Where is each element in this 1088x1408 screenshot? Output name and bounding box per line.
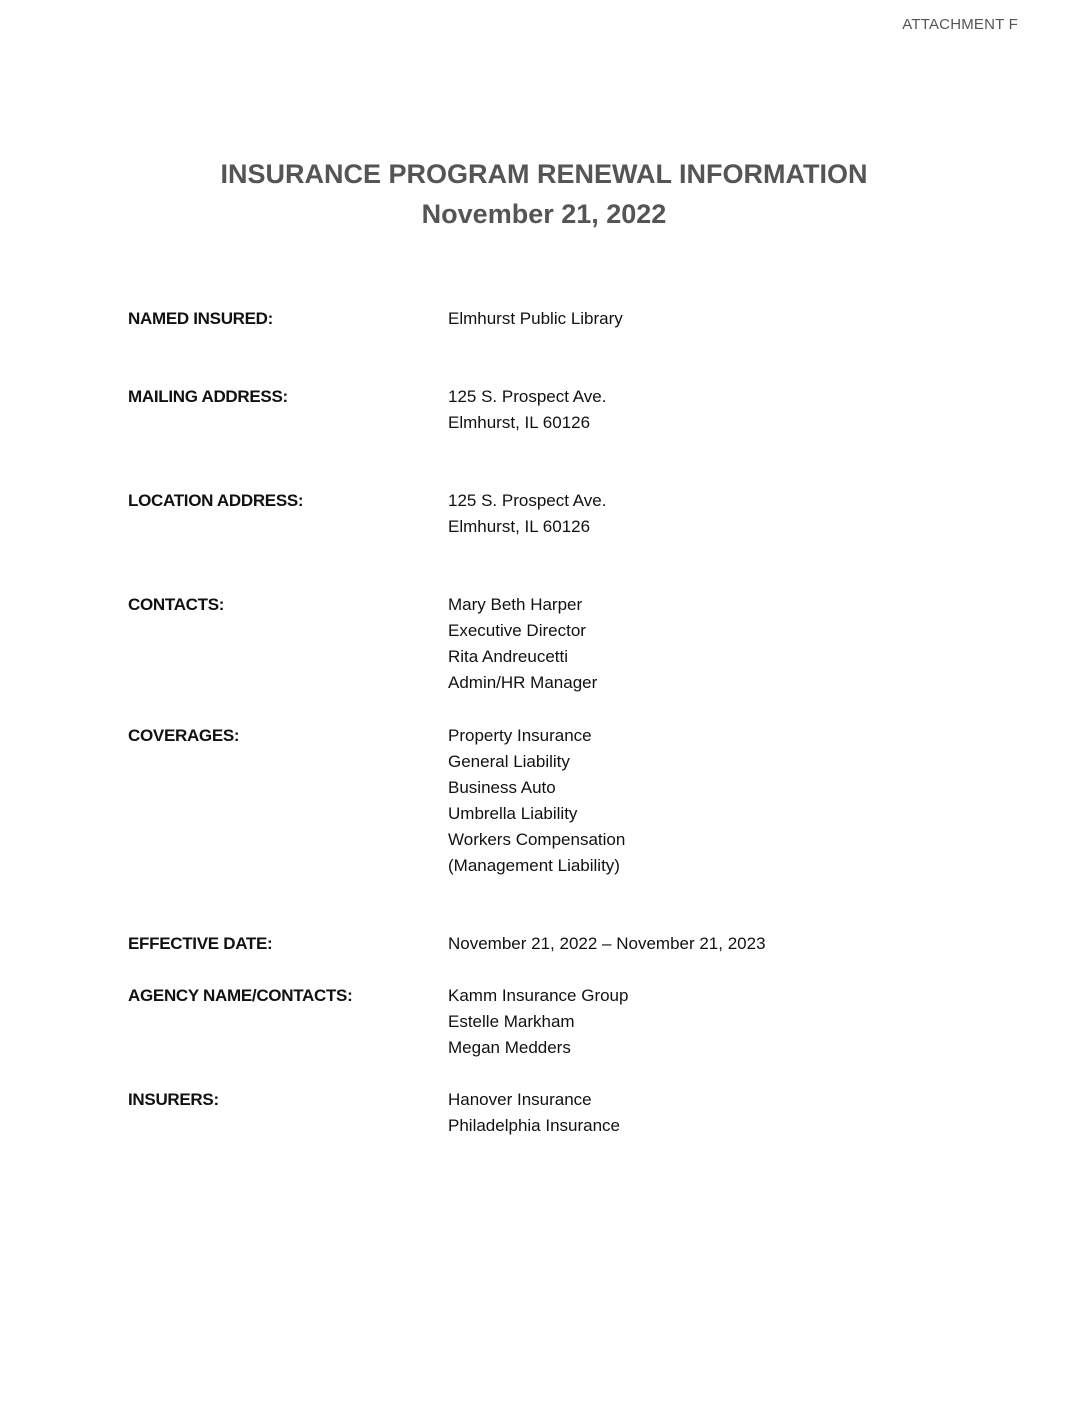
field-value: Mary Beth Harper bbox=[448, 595, 583, 614]
field-value: Business Auto bbox=[448, 778, 556, 797]
field-value: November 21, 2022 – November 21, 2023 bbox=[448, 934, 766, 953]
field-value: Elmhurst, IL 60126 bbox=[448, 413, 591, 432]
field-value: Elmhurst Public Library bbox=[448, 309, 623, 328]
field-values bbox=[448, 1087, 620, 1139]
field-values bbox=[448, 723, 625, 879]
field-values bbox=[448, 384, 606, 436]
title-heading: INSURANCE PROGRAM RENEWAL INFORMATION bbox=[220, 159, 868, 189]
field-value: Hanover Insurance bbox=[448, 1090, 592, 1109]
field-values bbox=[448, 592, 597, 696]
field-value: 125 S. Prospect Ave. bbox=[448, 387, 607, 406]
field-value: Executive Director bbox=[448, 621, 586, 640]
field-value: Property Insurance bbox=[448, 726, 592, 745]
field-label: MAILING ADDRESS: bbox=[128, 387, 288, 406]
field-values bbox=[448, 488, 606, 540]
attachment-label: ATTACHMENT F bbox=[902, 16, 1018, 33]
field-value: Kamm Insurance Group bbox=[448, 986, 629, 1005]
field-values bbox=[448, 983, 628, 1061]
field-label: LOCATION ADDRESS: bbox=[128, 491, 304, 510]
field-label: AGENCY NAME/CONTACTS: bbox=[128, 986, 353, 1005]
field-value: Umbrella Liability bbox=[448, 804, 578, 823]
field-values bbox=[448, 931, 766, 957]
field-value: Rita Andreucetti bbox=[448, 647, 569, 666]
field-value: Workers Compensation bbox=[448, 830, 626, 849]
field-value: General Liability bbox=[448, 752, 570, 771]
document-title bbox=[0, 154, 1088, 234]
field-label: INSURERS: bbox=[128, 1090, 219, 1109]
field-label: EFFECTIVE DATE: bbox=[128, 934, 273, 953]
field-label: CONTACTS: bbox=[128, 595, 225, 614]
field-value: Estelle Markham bbox=[448, 1012, 575, 1031]
field-value: Philadelphia Insurance bbox=[448, 1116, 621, 1135]
field-value: Admin/HR Manager bbox=[448, 673, 598, 692]
field-value: 125 S. Prospect Ave. bbox=[448, 491, 607, 510]
field-label: COVERAGES: bbox=[128, 726, 240, 745]
field-value: (Management Liability) bbox=[448, 856, 620, 875]
field-value: Elmhurst, IL 60126 bbox=[448, 517, 591, 536]
field-value: Megan Medders bbox=[448, 1038, 571, 1057]
field-values bbox=[448, 306, 623, 332]
field-label: NAMED INSURED: bbox=[128, 309, 274, 328]
title-date: November 21, 2022 bbox=[421, 199, 667, 229]
